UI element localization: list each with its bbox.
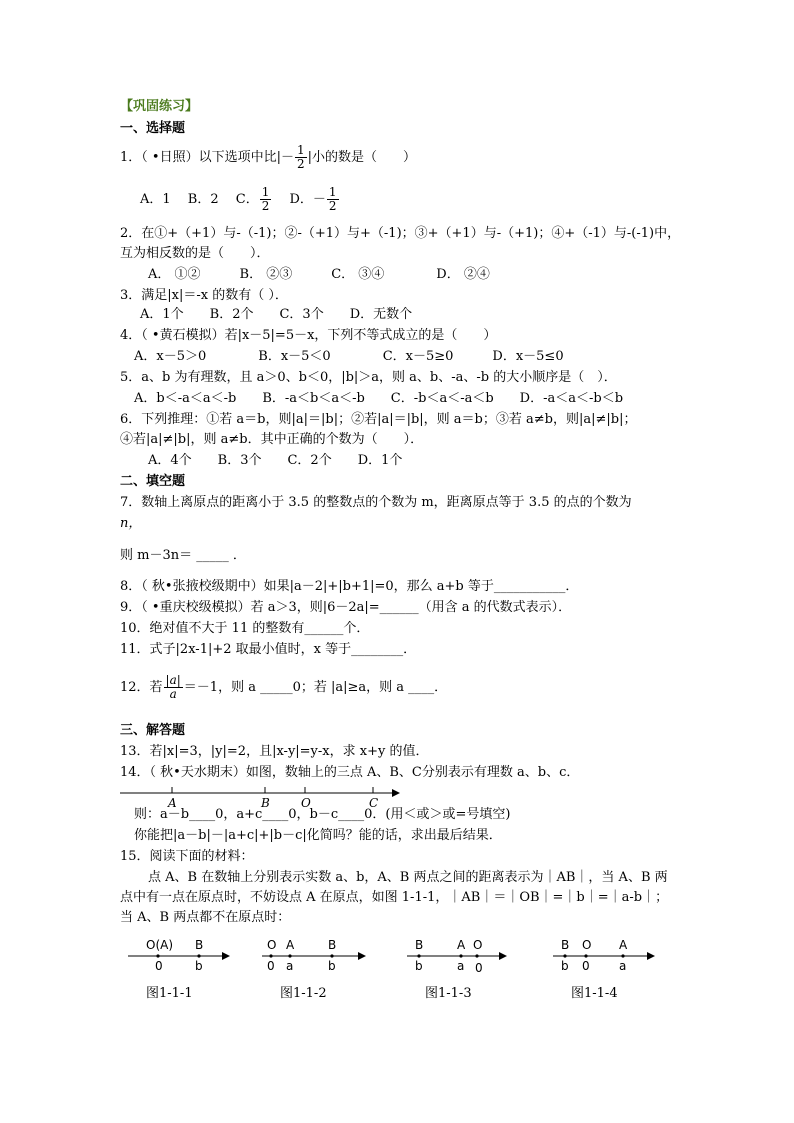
part-heading-fill: 二、填空题 xyxy=(120,474,186,489)
fraction: $\frac{1}{2}$ xyxy=(328,185,337,213)
question-1: 1．（ •日照）以下选项中比|－ $\frac{1}{2}$ |小的数是（ ） xyxy=(120,143,416,171)
svg-text:O: O xyxy=(267,938,277,952)
question-1-options: A．1 B．2 C． $\frac{1}{2}$ D．－ $\frac{1}{2}$ xyxy=(140,185,337,213)
question-8: 8．（ 秋•张掖校级期中）如果|a－2|+|b+1|=0，那么 a+b 等于___________． xyxy=(120,579,579,594)
fraction: $\frac{|a|}{a}$ xyxy=(165,673,181,701)
question-7: 7．数轴上离原点的距离小于 3.5 的整数点的个数为 m，距离原点等于 3.5 的点的个数为 xyxy=(120,495,632,510)
svg-text:a: a xyxy=(619,959,627,973)
part-heading-choice: 一、选择题 xyxy=(120,121,186,136)
question-5-options: A．b＜-a＜a＜-b B．-a＜b＜a＜-b C．-b＜a＜-a＜b D．-a＜a＜-b＜b xyxy=(134,391,624,406)
svg-text:O: O xyxy=(473,938,483,952)
question-15-text-1: 点 A、B 在数轴上分别表示实数 a、b，A、B 两点之间的距离表示为｜AB｜，当 A、B 两 xyxy=(148,870,668,885)
part-heading-solve: 三、解答题 xyxy=(120,723,186,738)
figure-1-1-2-number-line xyxy=(262,936,372,976)
svg-text:b: b xyxy=(415,959,423,973)
svg-text:B: B xyxy=(328,938,337,952)
question-9: 9．（ •重庆校级模拟）若 a＞3，则|6－2a|=______（用含 a 的代数式表示）． xyxy=(120,600,572,615)
svg-text:a: a xyxy=(286,959,294,973)
question-2: 2．在①+（+1）与-（-1)；②-（+1）与+（-1)；③+（+1）与-（+1)；④+（-1）与-(-1)中， xyxy=(120,226,681,241)
question-14-part1: 则：a－b____0，a+c____0，b－c____0．(用＜或＞或=号填空) xyxy=(134,807,511,822)
point-label: A xyxy=(168,796,177,809)
question-7-formula: 则 m－3n＝ _____ ． xyxy=(120,548,246,563)
svg-text:A: A xyxy=(619,938,628,952)
svg-text:a: a xyxy=(457,959,465,973)
figure-1-1-3-number-line xyxy=(407,936,517,976)
question-14-part2: 你能把|a－b|－|a+c|+|b－c|化简吗？能的话，求出最后结果． xyxy=(134,828,502,843)
point-label: B xyxy=(261,796,270,809)
question-3-options: A．1个 B．2个 C．3个 D．无数个 xyxy=(140,307,413,322)
svg-text:b: b xyxy=(561,959,569,973)
question-15-text-2: 点中有一点在原点时，不妨设点 A 在原点，如图 1-1-1，｜AB｜＝｜OB｜=｜b｜=｜a-b｜； xyxy=(120,890,669,905)
question-6-options: A．4个 B．3个 C．2个 D．1个 xyxy=(148,453,403,468)
svg-text:0: 0 xyxy=(155,959,163,973)
question-13: 13．若|x|=3，|y|=2，且|x-y|=y-x，求 x+y 的值． xyxy=(120,744,429,759)
point-label: C xyxy=(369,796,379,809)
figure-caption: 图1-1-1 xyxy=(146,986,193,1001)
question-11: 11．式子|2x-1|+2 取最小值时，x 等于________． xyxy=(120,642,417,657)
question-4: 4．（ •黄石模拟）若|x－5|=5－x，下列不等式成立的是（ ） xyxy=(120,328,497,343)
svg-text:b: b xyxy=(328,959,336,973)
fraction: $\frac{1}{2}$ xyxy=(261,185,270,213)
question-7-cont: n， xyxy=(120,516,142,531)
question-3: 3．满足|x|＝-x 的数有（ ）． xyxy=(120,288,288,303)
figure-caption: 图1-1-3 xyxy=(425,986,472,1001)
svg-text:0: 0 xyxy=(582,959,590,973)
figure-caption: 图1-1-2 xyxy=(280,986,327,1001)
question-2-cont: 互为相反数的是（ ）． xyxy=(120,246,270,261)
figure-1-1-1-number-line xyxy=(128,936,238,976)
question-4-options: A．x－5＞0 B．x－5＜0 C．x－5≥0 D．x－5≤0 xyxy=(134,349,564,364)
svg-text:A: A xyxy=(457,938,466,952)
question-2-options: A． ①② B． ②③ C． ③④ D． ②④ xyxy=(148,267,490,282)
svg-text:O(A): O(A) xyxy=(146,938,174,952)
question-12: 12．若 $\frac{|a|}{a}$ ＝－1，则 a _____0；若 |a|≥a，则 a ____． xyxy=(120,673,448,701)
question-10: 10．绝对值不大于 11 的整数有______个． xyxy=(120,621,370,636)
question-14: 14．（ 秋•天水期末）如图，数轴上的三点 A、B、C分别表示有理数 a、b、c． xyxy=(120,765,580,780)
svg-text:0: 0 xyxy=(475,961,483,975)
svg-text:0: 0 xyxy=(267,959,275,973)
svg-text:B: B xyxy=(415,938,424,952)
figure-1-1-4-number-line xyxy=(553,936,663,976)
svg-text:O: O xyxy=(582,938,592,952)
question-15-text-3: 当 A、B 两点都不在原点时： xyxy=(120,910,291,925)
section-title: 【巩固练习】 xyxy=(120,99,199,114)
svg-text:A: A xyxy=(286,938,295,952)
fraction: $\frac{1}{2}$ xyxy=(296,143,305,171)
svg-text:B: B xyxy=(195,938,204,952)
question-15: 15．阅读下面的材料： xyxy=(120,849,254,864)
question-5: 5．a、b 为有理数，且 a＞0、b＜0，|b|＞a，则 a、b、-a、-b 的大小顺序是（ ）． xyxy=(120,370,617,385)
figure-caption: 图1-1-4 xyxy=(571,986,618,1001)
question-6: 6．下列推理：①若 a＝b，则|a|＝|b|；②若|a|＝|b|，则 a＝b；③若 a≠b，则|a|≠|b|； xyxy=(120,412,637,427)
svg-text:b: b xyxy=(195,959,203,973)
question-6-cont: ④若|a|≠|b|，则 a≠b．其中正确的个数为（ ）． xyxy=(120,432,424,447)
point-label: O xyxy=(301,796,311,809)
svg-text:B: B xyxy=(561,938,570,952)
